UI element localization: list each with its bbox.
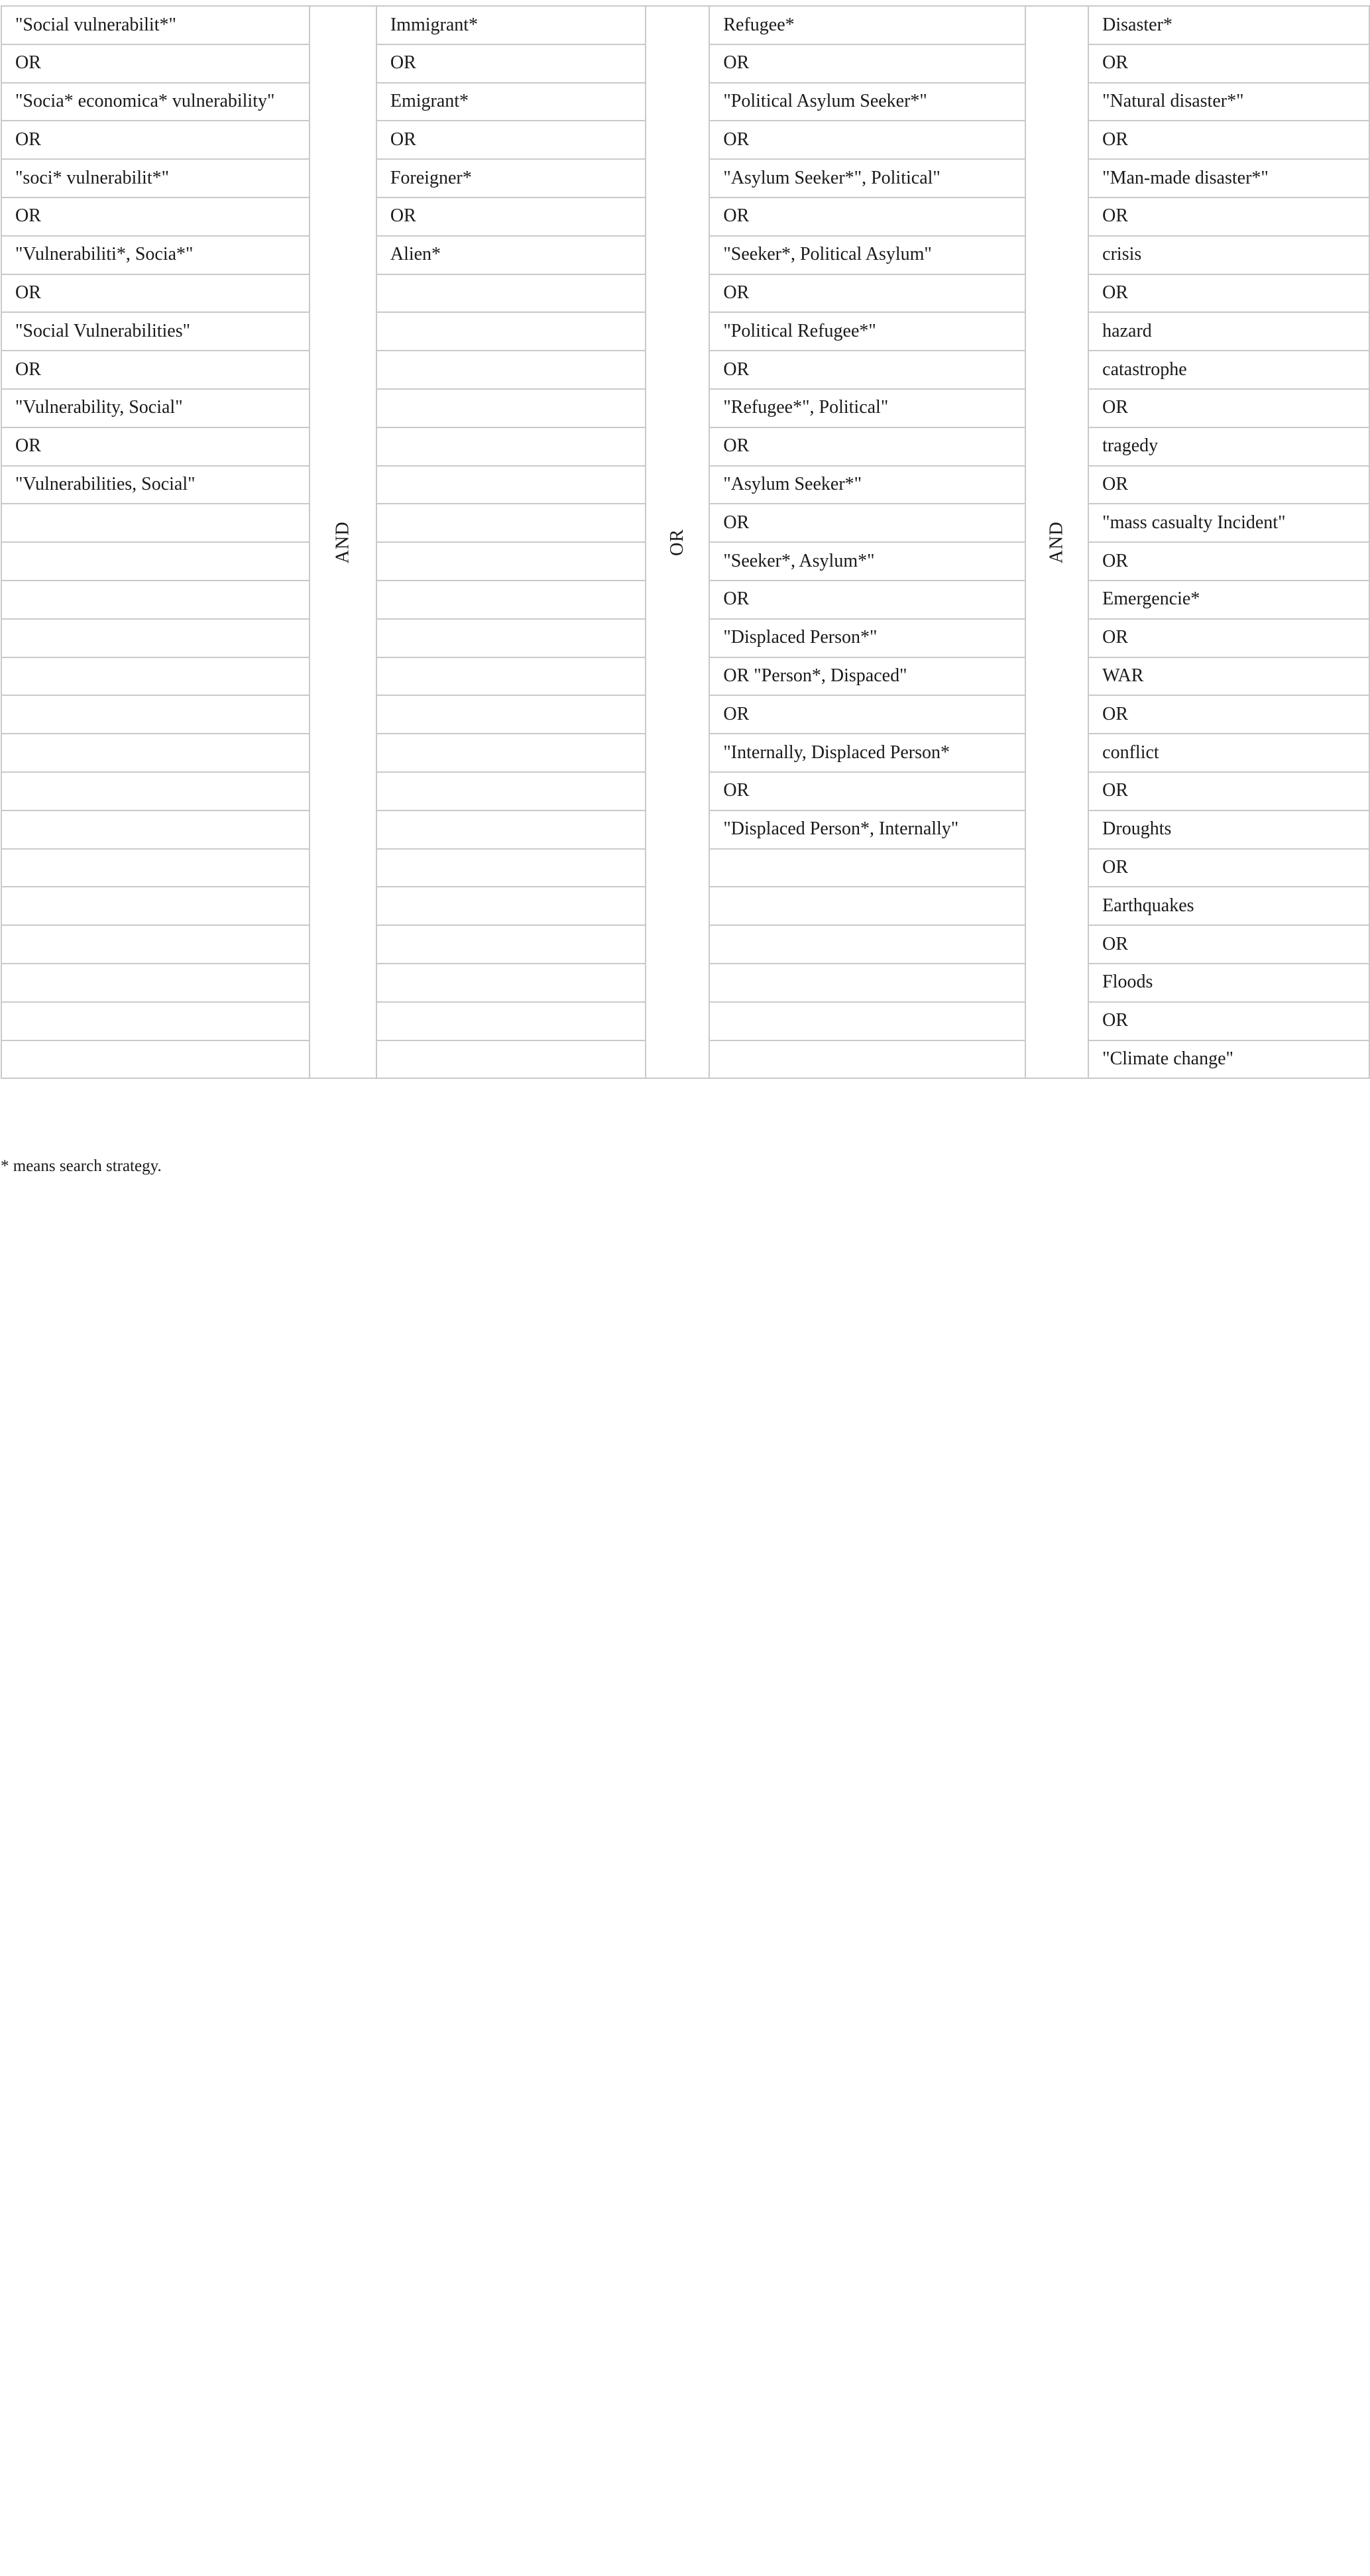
term-cell-col2 bbox=[376, 925, 646, 964]
term-cell-col4: OR bbox=[1088, 197, 1369, 236]
term-cell-col1: OR bbox=[1, 44, 310, 83]
term-cell-col1 bbox=[1, 811, 310, 849]
term-cell-col1: OR bbox=[1, 351, 310, 389]
term-cell-col2 bbox=[376, 849, 646, 887]
term-cell-col4: OR bbox=[1088, 695, 1369, 734]
term-cell-col2 bbox=[376, 351, 646, 389]
term-cell-col3: OR bbox=[709, 197, 1025, 236]
term-cell-col3 bbox=[709, 887, 1025, 925]
term-cell-col1 bbox=[1, 542, 310, 581]
term-cell-col4: OR bbox=[1088, 925, 1369, 964]
term-cell-col3: OR bbox=[709, 274, 1025, 313]
term-cell-col2: Emigrant* bbox=[376, 83, 646, 121]
term-cell-col4: conflict bbox=[1088, 734, 1369, 772]
term-cell-col1 bbox=[1, 887, 310, 925]
term-cell-col1 bbox=[1, 581, 310, 619]
term-cell-col4: WAR bbox=[1088, 657, 1369, 696]
term-cell-col2 bbox=[376, 964, 646, 1002]
term-cell-col4: OR bbox=[1088, 849, 1369, 887]
term-cell-col2 bbox=[376, 887, 646, 925]
boolean-operator-cell bbox=[646, 6, 709, 1078]
term-cell-col2 bbox=[376, 1040, 646, 1079]
term-cell-col2: Alien* bbox=[376, 236, 646, 274]
term-cell-col3: "Internally, Displaced Person* bbox=[709, 734, 1025, 772]
term-cell-col1 bbox=[1, 964, 310, 1002]
term-cell-col2 bbox=[376, 772, 646, 811]
term-cell-col3: OR bbox=[709, 351, 1025, 389]
term-cell-col4: OR bbox=[1088, 1002, 1369, 1040]
term-cell-col2 bbox=[376, 581, 646, 619]
term-cell-col4: Emergencie* bbox=[1088, 581, 1369, 619]
term-cell-col3: OR "Person*, Dispaced" bbox=[709, 657, 1025, 696]
boolean-operator-label: AND bbox=[331, 521, 353, 563]
term-cell-col4: crisis bbox=[1088, 236, 1369, 274]
term-cell-col1 bbox=[1, 619, 310, 657]
term-cell-col1: "Socia* economica* vulnerability" bbox=[1, 83, 310, 121]
term-cell-col4: "Climate change" bbox=[1088, 1040, 1369, 1079]
term-cell-col1: "Vulnerability, Social" bbox=[1, 389, 310, 427]
term-cell-col1 bbox=[1, 1040, 310, 1079]
term-cell-col3: OR bbox=[709, 695, 1025, 734]
term-cell-col4: tragedy bbox=[1088, 427, 1369, 466]
term-cell-col3: "Asylum Seeker*", Political" bbox=[709, 159, 1025, 197]
term-cell-col2 bbox=[376, 1002, 646, 1040]
term-cell-col2 bbox=[376, 274, 646, 313]
term-cell-col1 bbox=[1, 772, 310, 811]
term-cell-col2: OR bbox=[376, 44, 646, 83]
term-cell-col3: "Displaced Person*, Internally" bbox=[709, 811, 1025, 849]
term-cell-col2 bbox=[376, 542, 646, 581]
term-cell-col3 bbox=[709, 849, 1025, 887]
term-cell-col4: OR bbox=[1088, 542, 1369, 581]
term-cell-col2 bbox=[376, 427, 646, 466]
search-strategy-table-body bbox=[1, 6, 1369, 1078]
term-cell-col1 bbox=[1, 504, 310, 542]
term-cell-col4: "Natural disaster*" bbox=[1088, 83, 1369, 121]
term-cell-col3: "Refugee*", Political" bbox=[709, 389, 1025, 427]
term-cell-col4: OR bbox=[1088, 619, 1369, 657]
term-cell-col4: "mass casualty Incident" bbox=[1088, 504, 1369, 542]
term-cell-col2: Foreigner* bbox=[376, 159, 646, 197]
term-cell-col3: OR bbox=[709, 581, 1025, 619]
term-cell-col3: OR bbox=[709, 772, 1025, 811]
term-cell-col1: "soci* vulnerabilit*" bbox=[1, 159, 310, 197]
term-cell-col3: "Displaced Person*" bbox=[709, 619, 1025, 657]
term-cell-col3: "Asylum Seeker*" bbox=[709, 466, 1025, 504]
term-cell-col4: OR bbox=[1088, 389, 1369, 427]
term-cell-col4: OR bbox=[1088, 466, 1369, 504]
boolean-operator-label: AND bbox=[1046, 521, 1067, 563]
term-cell-col1 bbox=[1, 734, 310, 772]
term-cell-col3: OR bbox=[709, 121, 1025, 159]
term-cell-col4: Droughts bbox=[1088, 811, 1369, 849]
term-cell-col2 bbox=[376, 695, 646, 734]
term-cell-col2 bbox=[376, 312, 646, 351]
term-cell-col1: OR bbox=[1, 274, 310, 313]
term-cell-col3 bbox=[709, 1040, 1025, 1079]
term-cell-col4: Floods bbox=[1088, 964, 1369, 1002]
term-cell-col1: "Vulnerabilities, Social" bbox=[1, 466, 310, 504]
boolean-operator-cell bbox=[1025, 6, 1088, 1078]
term-cell-col1 bbox=[1, 695, 310, 734]
term-cell-col3: OR bbox=[709, 504, 1025, 542]
term-cell-col4: catastrophe bbox=[1088, 351, 1369, 389]
term-cell-col1: "Social vulnerabilit*" bbox=[1, 6, 310, 44]
term-cell-col3: "Seeker*, Political Asylum" bbox=[709, 236, 1025, 274]
term-cell-col3: "Political Refugee*" bbox=[709, 312, 1025, 351]
term-cell-col1: OR bbox=[1, 121, 310, 159]
term-cell-col2 bbox=[376, 734, 646, 772]
term-cell-col3: OR bbox=[709, 427, 1025, 466]
term-cell-col2: Immigrant* bbox=[376, 6, 646, 44]
term-cell-col2 bbox=[376, 389, 646, 427]
term-cell-col4: hazard bbox=[1088, 312, 1369, 351]
term-cell-col4: OR bbox=[1088, 772, 1369, 811]
term-cell-col3: "Seeker*, Asylum*" bbox=[709, 542, 1025, 581]
term-cell-col3 bbox=[709, 964, 1025, 1002]
term-cell-col2 bbox=[376, 811, 646, 849]
boolean-operator-cell bbox=[310, 6, 376, 1078]
term-cell-col1 bbox=[1, 657, 310, 696]
term-cell-col4: OR bbox=[1088, 121, 1369, 159]
term-cell-col2 bbox=[376, 504, 646, 542]
term-cell-col1 bbox=[1, 925, 310, 964]
term-cell-col3: OR bbox=[709, 44, 1025, 83]
table-row bbox=[1, 6, 1369, 44]
term-cell-col2: OR bbox=[376, 197, 646, 236]
table-footnote: * means search strategy. bbox=[1, 1157, 162, 1175]
search-strategy-table bbox=[1, 5, 1370, 1079]
term-cell-col1: "Vulnerabiliti*, Socia*" bbox=[1, 236, 310, 274]
term-cell-col2 bbox=[376, 619, 646, 657]
term-cell-col4: Disaster* bbox=[1088, 6, 1369, 44]
term-cell-col3: "Political Asylum Seeker*" bbox=[709, 83, 1025, 121]
term-cell-col4: OR bbox=[1088, 44, 1369, 83]
term-cell-col4: "Man-made disaster*" bbox=[1088, 159, 1369, 197]
term-cell-col3 bbox=[709, 1002, 1025, 1040]
term-cell-col1: "Social Vulnerabilities" bbox=[1, 312, 310, 351]
term-cell-col3 bbox=[709, 925, 1025, 964]
boolean-operator-label: OR bbox=[667, 528, 688, 556]
term-cell-col4: Earthquakes bbox=[1088, 887, 1369, 925]
term-cell-col3: Refugee* bbox=[709, 6, 1025, 44]
term-cell-col2 bbox=[376, 466, 646, 504]
term-cell-col4: OR bbox=[1088, 274, 1369, 313]
term-cell-col1: OR bbox=[1, 427, 310, 466]
term-cell-col1 bbox=[1, 1002, 310, 1040]
term-cell-col1: OR bbox=[1, 197, 310, 236]
term-cell-col2 bbox=[376, 657, 646, 696]
term-cell-col1 bbox=[1, 849, 310, 887]
term-cell-col2: OR bbox=[376, 121, 646, 159]
